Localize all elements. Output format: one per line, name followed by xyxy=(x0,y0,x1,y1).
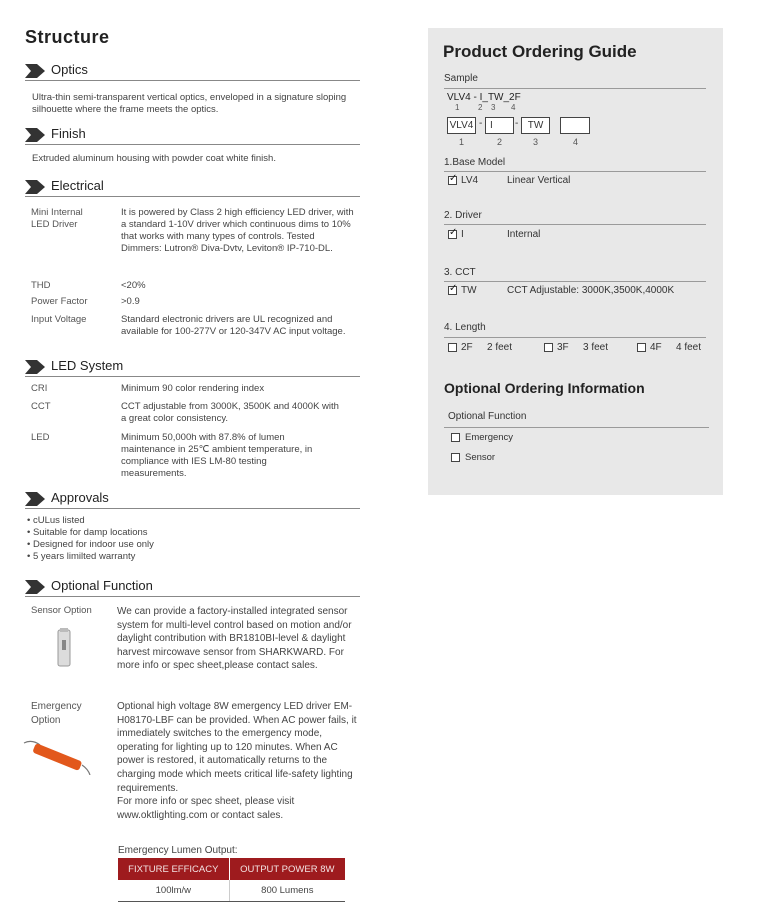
table-header: FIXTURE EFFICACY xyxy=(118,858,229,880)
divider xyxy=(444,281,706,282)
sensor-image xyxy=(54,628,76,670)
length-code: 3F xyxy=(557,342,569,353)
led-label-led: LED xyxy=(31,432,50,443)
section-electrical xyxy=(25,178,360,197)
section-finish xyxy=(25,126,360,145)
length-code: 4F xyxy=(650,342,662,353)
optics-text: Ultra-thin semi-transparent vertical optics, enveloped in a signature sloping silhouette where the frame meets the optics. xyxy=(32,92,347,115)
box-index: 3 xyxy=(533,137,539,147)
section-arrow-icon xyxy=(25,128,45,142)
driver-code: I xyxy=(461,229,464,240)
section-arrow-icon xyxy=(25,492,45,506)
table-cell: 800 Lumens xyxy=(229,880,345,902)
finish-text: Extruded aluminum housing with powder coat white finish. xyxy=(32,153,276,164)
section-led-system xyxy=(25,358,360,377)
optional-item: Sensor xyxy=(465,452,496,463)
code-box-cct: TW xyxy=(521,117,550,134)
cct-code: TW xyxy=(461,285,477,296)
led-value-cct: CCT adjustable from 3000K, 3500K and 4000K with a great color consistency. xyxy=(121,401,339,424)
base-model-code: LV4 xyxy=(461,175,479,186)
section-optics xyxy=(25,62,360,81)
led-value-led: Minimum 50,000h with 87.8% of lumen maintenance in 25℃ ambient temperature, in compliance with IES LM-80 testing measurements. xyxy=(121,432,313,479)
base-model-desc: Linear Vertical xyxy=(507,175,571,186)
approval-item: • Suitable for damp locations xyxy=(27,527,148,538)
code-box-model: VLV4 xyxy=(447,117,476,134)
length-desc: 3 feet xyxy=(583,342,609,353)
optional-item: Emergency xyxy=(465,432,514,443)
section-heading: Optics xyxy=(51,62,88,77)
code-box-driver: I xyxy=(485,117,514,134)
section-arrow-icon xyxy=(25,64,45,78)
section-heading: Optional Function xyxy=(51,578,153,593)
electrical-label-pf: Power Factor xyxy=(31,296,88,307)
cct-heading: 3. CCT xyxy=(444,267,476,278)
emergency-lumen-table xyxy=(118,858,345,902)
approval-item: • Designed for indoor use only xyxy=(27,539,154,550)
table-cell: 100lm/w xyxy=(118,880,229,902)
base-model-heading: 1.Base Model xyxy=(444,157,506,168)
divider xyxy=(444,88,706,89)
checkbox-icon[interactable] xyxy=(448,286,457,295)
ordering-title: Product Ordering Guide xyxy=(443,42,637,61)
section-approvals xyxy=(25,490,360,509)
electrical-label-driver: Mini Internal LED Driver xyxy=(31,207,83,230)
sample-index: 4 xyxy=(511,103,516,112)
section-arrow-icon xyxy=(25,360,45,374)
emergency-option-text: Optional high voltage 8W emergency LED driver EM-H08170-LBF can be provided. When AC power fails, it immediately switches to the emergency mode, operating for lighting up to 120 minutes. When AC power is restored, it automatically returns to the charging mode which meets critical life-safety lighting requirements. For more info or spec sheet, please visit www.oktlighting.com or contact sales. xyxy=(117,701,357,821)
electrical-label-voltage: Input Voltage xyxy=(31,314,87,325)
approval-item: • cULus listed xyxy=(27,515,85,526)
electrical-value-voltage: Standard electronic drivers are UL recognized and available for 100-277V or 120-347V AC input voltage. xyxy=(121,314,346,337)
divider xyxy=(444,224,706,225)
driver-desc: Internal xyxy=(507,229,541,240)
sample-index: 1 xyxy=(455,103,460,112)
section-heading: Finish xyxy=(51,126,86,141)
table-header: OUTPUT POWER 8W xyxy=(229,858,345,880)
checkbox-icon[interactable] xyxy=(448,230,457,239)
checkbox-icon[interactable] xyxy=(451,433,460,442)
section-heading: Approvals xyxy=(51,490,109,505)
code-box-length xyxy=(560,117,590,134)
sensor-option-label: Sensor Option xyxy=(31,605,92,616)
sample-index: 2 xyxy=(478,103,483,112)
electrical-value-thd: <20% xyxy=(121,280,146,291)
emergency-driver-image xyxy=(22,735,94,775)
led-value-cri: Minimum 90 color rendering index xyxy=(121,383,265,394)
sample-index: 3 xyxy=(491,103,496,112)
dash: - xyxy=(479,118,483,129)
dash: - xyxy=(515,118,519,129)
led-label-cct: CCT xyxy=(31,401,51,412)
length-heading: 4. Length xyxy=(444,322,486,333)
divider xyxy=(444,337,706,338)
length-desc: 2 feet xyxy=(487,342,513,353)
checkbox-icon[interactable] xyxy=(448,343,457,352)
emergency-lumen-title: Emergency Lumen Output: xyxy=(118,845,238,856)
length-desc: 4 feet xyxy=(676,342,702,353)
driver-heading: 2. Driver xyxy=(444,210,482,221)
sensor-option-text: We can provide a factory-installed integrated sensor system for multi-level control based on motion and/or daylight contribution with BR1810BI-level & daylight harvest mircowave sensor from SHARKWARD. For more info or spec sheet,please contact sales. xyxy=(117,606,352,672)
section-arrow-icon xyxy=(25,180,45,194)
approval-item: • 5 years limilted warranty xyxy=(27,551,136,562)
electrical-value-driver: It is powered by Class 2 high efficiency LED driver, with a standard 1-10V driver which continuous dims to 10% that works with many types of controls. Tested Dimmers: Lutron® Diva-Dvtv, Leviton® IP-710-DL. xyxy=(121,207,354,254)
sample-label: Sample xyxy=(444,73,478,84)
section-arrow-icon xyxy=(25,580,45,594)
checkbox-icon[interactable] xyxy=(451,453,460,462)
led-label-cri: CRI xyxy=(31,383,48,394)
structure-title: Structure xyxy=(25,27,110,47)
optional-ordering-title: Optional Ordering Information xyxy=(444,380,645,396)
section-heading: Electrical xyxy=(51,178,104,193)
cct-desc: CCT Adjustable: 3000K,3500K,4000K xyxy=(507,285,675,296)
checkbox-icon[interactable] xyxy=(448,176,457,185)
divider xyxy=(444,427,709,428)
box-index: 4 xyxy=(573,137,579,147)
box-index: 1 xyxy=(459,137,465,147)
checkbox-icon[interactable] xyxy=(544,343,553,352)
sample-code: VLV4 - I_TW_2F xyxy=(447,92,521,103)
divider xyxy=(444,171,706,172)
section-heading: LED System xyxy=(51,358,124,373)
box-index: 2 xyxy=(497,137,503,147)
optional-function-label: Optional Function xyxy=(448,411,527,422)
length-code: 2F xyxy=(461,342,473,353)
section-optional-function xyxy=(25,578,360,597)
checkbox-icon[interactable] xyxy=(637,343,646,352)
emergency-option-label: Emergency Option xyxy=(31,701,82,726)
electrical-label-thd: THD xyxy=(31,280,51,291)
electrical-value-pf: >0.9 xyxy=(121,296,140,307)
